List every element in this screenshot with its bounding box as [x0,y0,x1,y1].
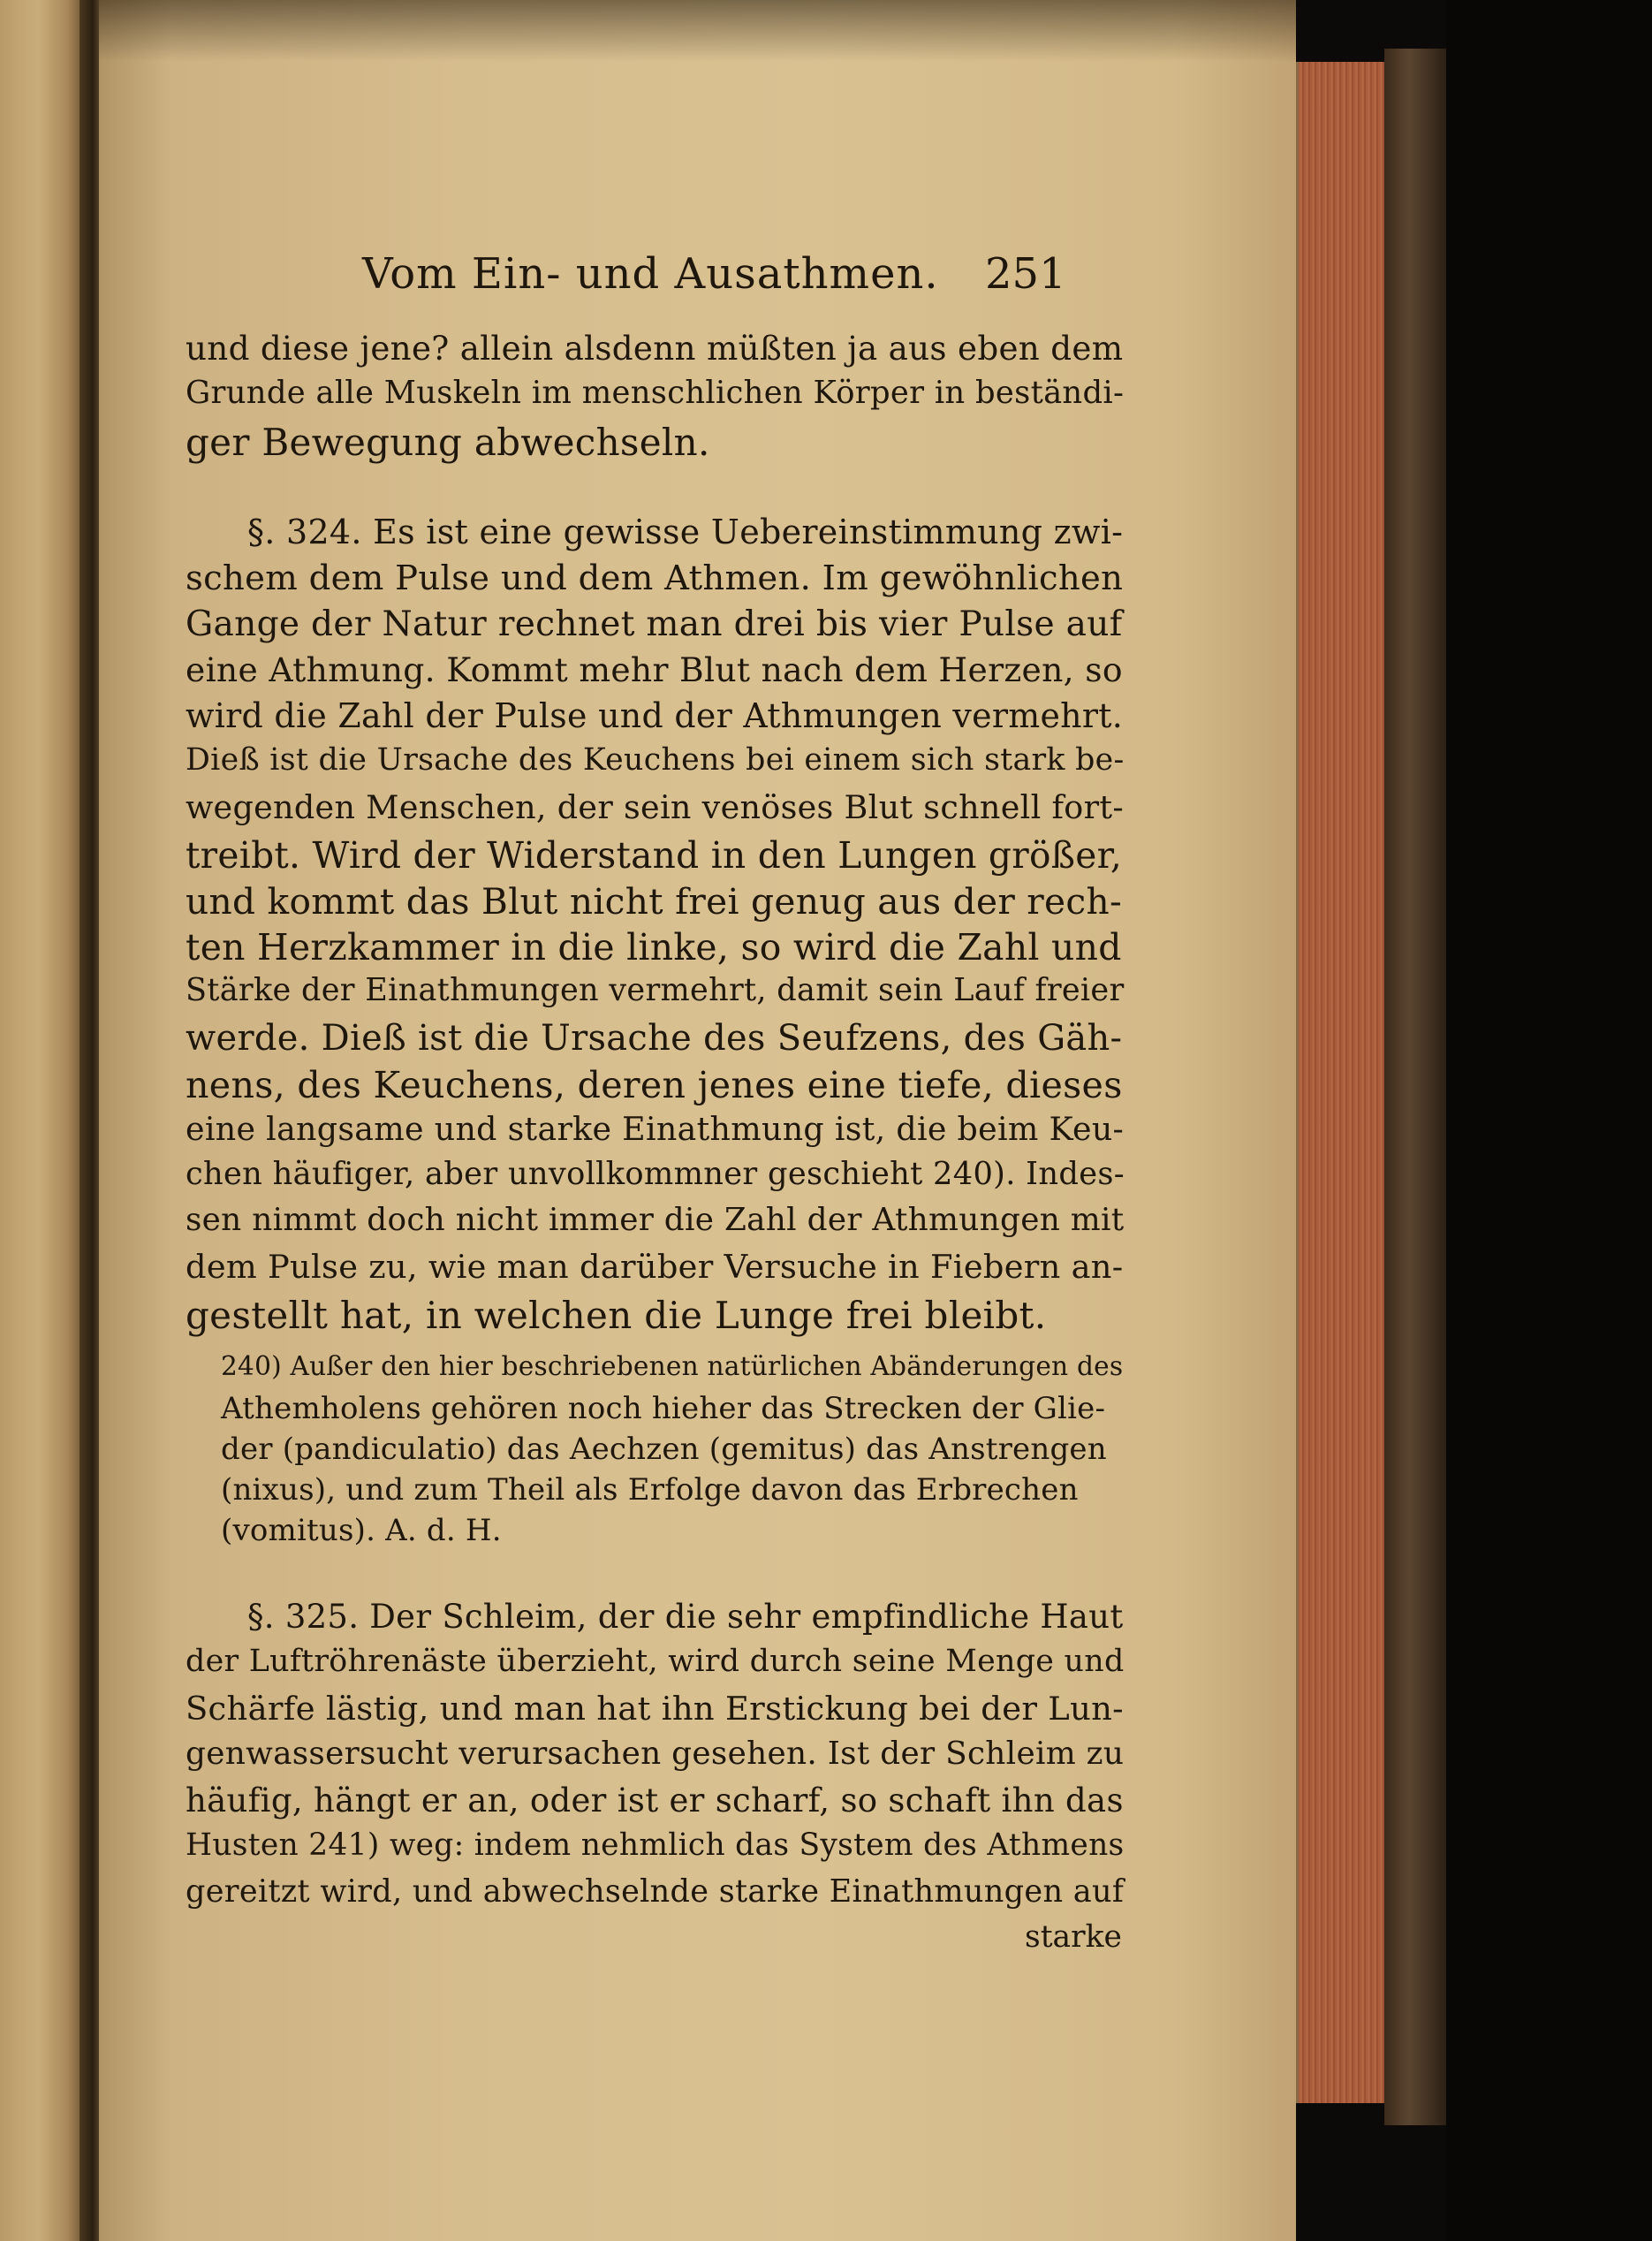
body-line: ten Herzkammer in die linke, so wird die Zahl und [186,926,1122,969]
background-right [1446,0,1652,2241]
footnote-line: Athemholens gehören noch hieher das Strecken der Glie- [221,1391,1106,1426]
body-line: eine Athmung. Kommt mehr Blut nach dem Herzen, so [186,650,1123,689]
footnote-line: (nixus), und zum Theil als Erfolge davon das Erbrechen [221,1472,1079,1508]
footnote-line: (vomitus). A. d. H. [221,1513,502,1548]
body-line: werde. Dieß ist die Ursache des Seufzens, des Gäh- [186,1018,1123,1059]
book-cover-edge [1384,49,1446,2125]
body-line: Schärfe lästig, und man hat ihn Erstickung bei der Lun- [186,1690,1124,1728]
body-line: ger Bewegung abwechseln. [186,421,710,464]
body-line: treibt. Wird der Widerstand in den Lungen größer, [186,834,1123,877]
body-line: der Luftröhrenäste überzieht, wird durch seine Menge und [186,1644,1125,1679]
body-line: und kommt das Blut nicht frei genug aus der rech- [186,880,1122,923]
body-line: Husten 241) weg: indem nehmlich das System des Athmens [186,1827,1125,1863]
facing-page-edge [0,0,84,2241]
body-line: Gange der Natur rechnet man drei bis vier Pulse auf [186,604,1123,644]
catchword: starke [1025,1919,1122,1955]
body-line: wird die Zahl der Pulse und der Athmungen vermehrt. [186,696,1124,735]
page-block-edges [1296,62,1387,2103]
body-line: gestellt hat, in welchen die Lunge frei bleibt. [186,1294,1047,1337]
body-line: gereitzt wird, und abwechselnde starke Einathmungen auf [186,1873,1125,1910]
body-line: dem Pulse zu, wie man darüber Versuche in Fiebern an- [186,1248,1124,1286]
body-line: eine langsame und starke Einathmung ist, die beim Keu- [186,1110,1125,1148]
body-line: chen häufiger, aber unvollkommner geschieht 240). Indes- [186,1156,1125,1192]
body-line: genwassersucht verursachen gesehen. Ist der Schleim zu [186,1736,1125,1772]
body-line: Stärke der Einathmungen vermehrt, damit sein Lauf freier [186,972,1125,1008]
body-line: häufig, hängt er an, oder ist er scharf, so schaft ihn das [186,1781,1124,1819]
body-line: Dieß ist die Ursache des Keuchens bei einem sich stark be- [186,742,1125,778]
running-title: Vom Ein- und Ausathmen. [362,249,939,299]
page-number: 251 [985,249,1066,299]
page-top-shadow [99,0,1296,62]
body-line: schem dem Pulse und dem Athmen. Im gewöhnlichen [186,558,1124,598]
body-line: nens, des Keuchens, deren jenes eine tiefe, dieses [186,1064,1123,1106]
footnote-line: der (pandiculatio) das Aechzen (gemitus) das Anstrengen [221,1432,1107,1467]
body-line: Grunde alle Muskeln im menschlichen Körper in beständi- [186,375,1125,411]
paragraph-start-324: §. 324. Es ist eine gewisse Uebereinstimmung zwi- [247,513,1124,551]
footnote-line: 240) Außer den hier beschriebenen natürlichen Abänderungen des [221,1350,1124,1381]
body-line: wegenden Menschen, der sein venöses Blut schnell fort- [186,788,1124,826]
paragraph-start-325: §. 325. Der Schleim, der die sehr empfindliche Haut [247,1598,1124,1636]
body-line: sen nimmt doch nicht immer die Zahl der Athmungen mit [186,1202,1125,1238]
body-line: und diese jene? allein alsdenn müßten ja aus eben dem [186,329,1124,368]
